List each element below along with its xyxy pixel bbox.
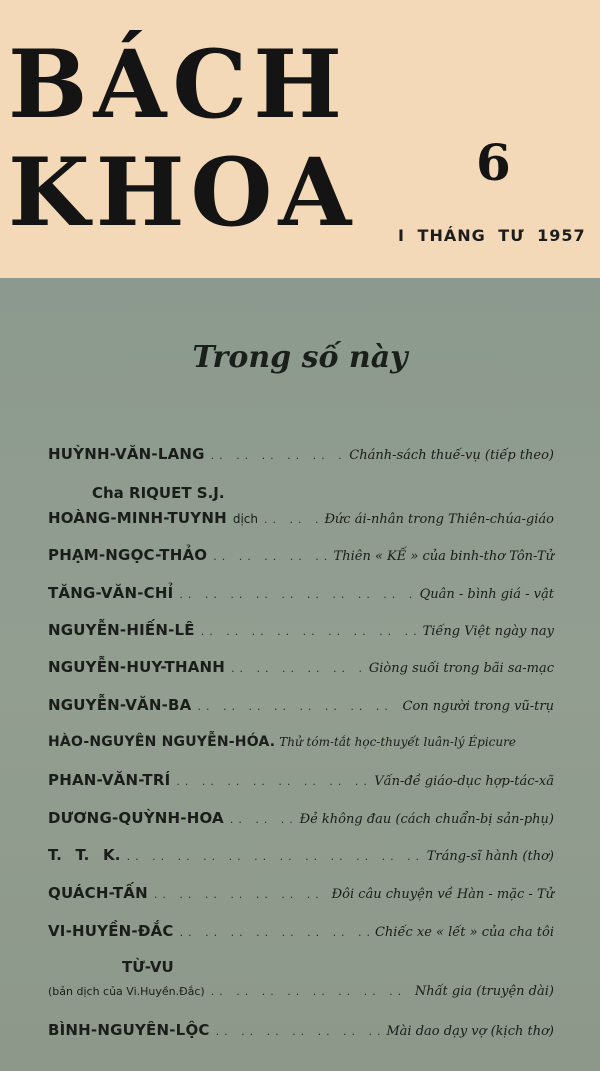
toc-translation-note: (bản dịch của Vi.Huyền.Đắc) bbox=[48, 985, 205, 998]
toc-author: BÌNH-NGUYÊN-LỘC bbox=[48, 1021, 210, 1039]
toc-work: Giòng suối trong bãi sa-mạc bbox=[368, 661, 554, 676]
magazine-title-line2: KHOA bbox=[8, 138, 358, 248]
dot-leader bbox=[127, 850, 421, 863]
toc-author: VI-HUYỀN-ĐẮC bbox=[48, 922, 174, 940]
toc-work: Đôi câu chuyện về Hàn - mặc - Tử bbox=[331, 887, 554, 902]
dot-leader bbox=[211, 985, 409, 998]
toc-entry bbox=[48, 546, 554, 572]
toc-work: Mài dao dạy vợ (kịch thơ) bbox=[386, 1024, 554, 1039]
dot-leader bbox=[213, 550, 327, 563]
toc-entry bbox=[48, 509, 554, 535]
toc-work: Chánh-sách thuế-vụ (tiếp theo) bbox=[349, 448, 554, 463]
toc-work: Tiếng Việt ngày nay bbox=[422, 624, 554, 639]
toc-entry bbox=[48, 1021, 554, 1047]
toc-author: TỪ-VU bbox=[122, 958, 174, 976]
toc-entry bbox=[48, 658, 554, 684]
dot-leader bbox=[197, 700, 396, 713]
toc-pre-author: Cha RIQUET S.J. bbox=[92, 484, 225, 502]
dot-leader bbox=[264, 513, 318, 526]
toc-work: Thiên « KẾ » của binh-thơ Tôn-Tử bbox=[333, 549, 554, 564]
toc-entry bbox=[48, 771, 554, 797]
toc-work: Nhất gia (truyện dài) bbox=[414, 984, 554, 999]
toc-entry bbox=[48, 984, 554, 1010]
dot-leader bbox=[230, 813, 294, 826]
toc-author: NGUYỄN-HIẾN-LÊ bbox=[48, 621, 195, 639]
dot-leader bbox=[211, 449, 344, 462]
contents-heading: Trong số này bbox=[192, 340, 408, 375]
toc-entry bbox=[48, 884, 554, 910]
dot-leader bbox=[201, 625, 417, 638]
toc-work: Đẻ không đau (cách chuẩn-bị sản-phụ) bbox=[299, 812, 554, 827]
toc-author: NGUYỄN-VĂN-BA bbox=[48, 696, 192, 714]
toc-author: HUỲNH-VĂN-LANG bbox=[48, 445, 205, 463]
toc-role: dịch bbox=[232, 512, 258, 526]
toc-entry bbox=[48, 621, 554, 647]
toc-entry bbox=[48, 584, 554, 610]
toc-entry bbox=[48, 445, 554, 471]
toc-work: Quân - bình giá - vật bbox=[419, 587, 554, 602]
toc-author: QUÁCH-TẤN bbox=[48, 884, 148, 902]
dot-leader bbox=[231, 662, 363, 675]
toc-author: HÀO-NGUYÊN NGUYỄN-HÓA. bbox=[48, 734, 276, 750]
toc-entry bbox=[48, 696, 554, 722]
toc-author: PHAN-VĂN-TRÍ bbox=[48, 771, 171, 789]
toc-work: Con người trong vũ-trụ bbox=[402, 699, 554, 714]
toc-author: NGUYỄN-HUY-THANH bbox=[48, 658, 226, 676]
toc-entry bbox=[48, 922, 554, 948]
toc-entry bbox=[48, 809, 554, 835]
toc-work: Vấn-đề giáo-dục hợp-tác-xã bbox=[374, 774, 554, 789]
toc-author: T. T. K. bbox=[48, 846, 121, 864]
dot-leader bbox=[180, 926, 369, 939]
toc-work: Tráng-sĩ hành (thơ) bbox=[426, 849, 554, 864]
toc-author: HOÀNG-MINH-TUYNH bbox=[48, 509, 227, 527]
magazine-title-line1: BÁCH bbox=[8, 30, 349, 140]
toc-entry bbox=[48, 846, 554, 872]
issue-date: I THÁNG TƯ 1957 bbox=[398, 226, 586, 245]
dot-leader bbox=[216, 1025, 381, 1038]
toc-author: TĂNG-VĂN-CHỈ bbox=[48, 584, 174, 602]
toc-work: Đức ái-nhân trong Thiên-chúa-giáo bbox=[324, 512, 554, 527]
issue-number: 6 bbox=[476, 133, 511, 192]
toc-work: Chiếc xe « lết » của cha tôi bbox=[374, 925, 554, 940]
dot-leader bbox=[176, 775, 368, 788]
toc-entry bbox=[48, 734, 554, 760]
toc-author: PHẠM-NGỌC-THẢO bbox=[48, 546, 208, 564]
dot-leader bbox=[154, 888, 326, 901]
masthead bbox=[0, 0, 600, 278]
toc-work: Thử tóm-tắt học-thuyết luân-lý Épicure bbox=[279, 735, 516, 749]
dot-leader bbox=[179, 588, 413, 601]
toc-author: DƯƠNG-QUỲNH-HOA bbox=[48, 809, 224, 827]
